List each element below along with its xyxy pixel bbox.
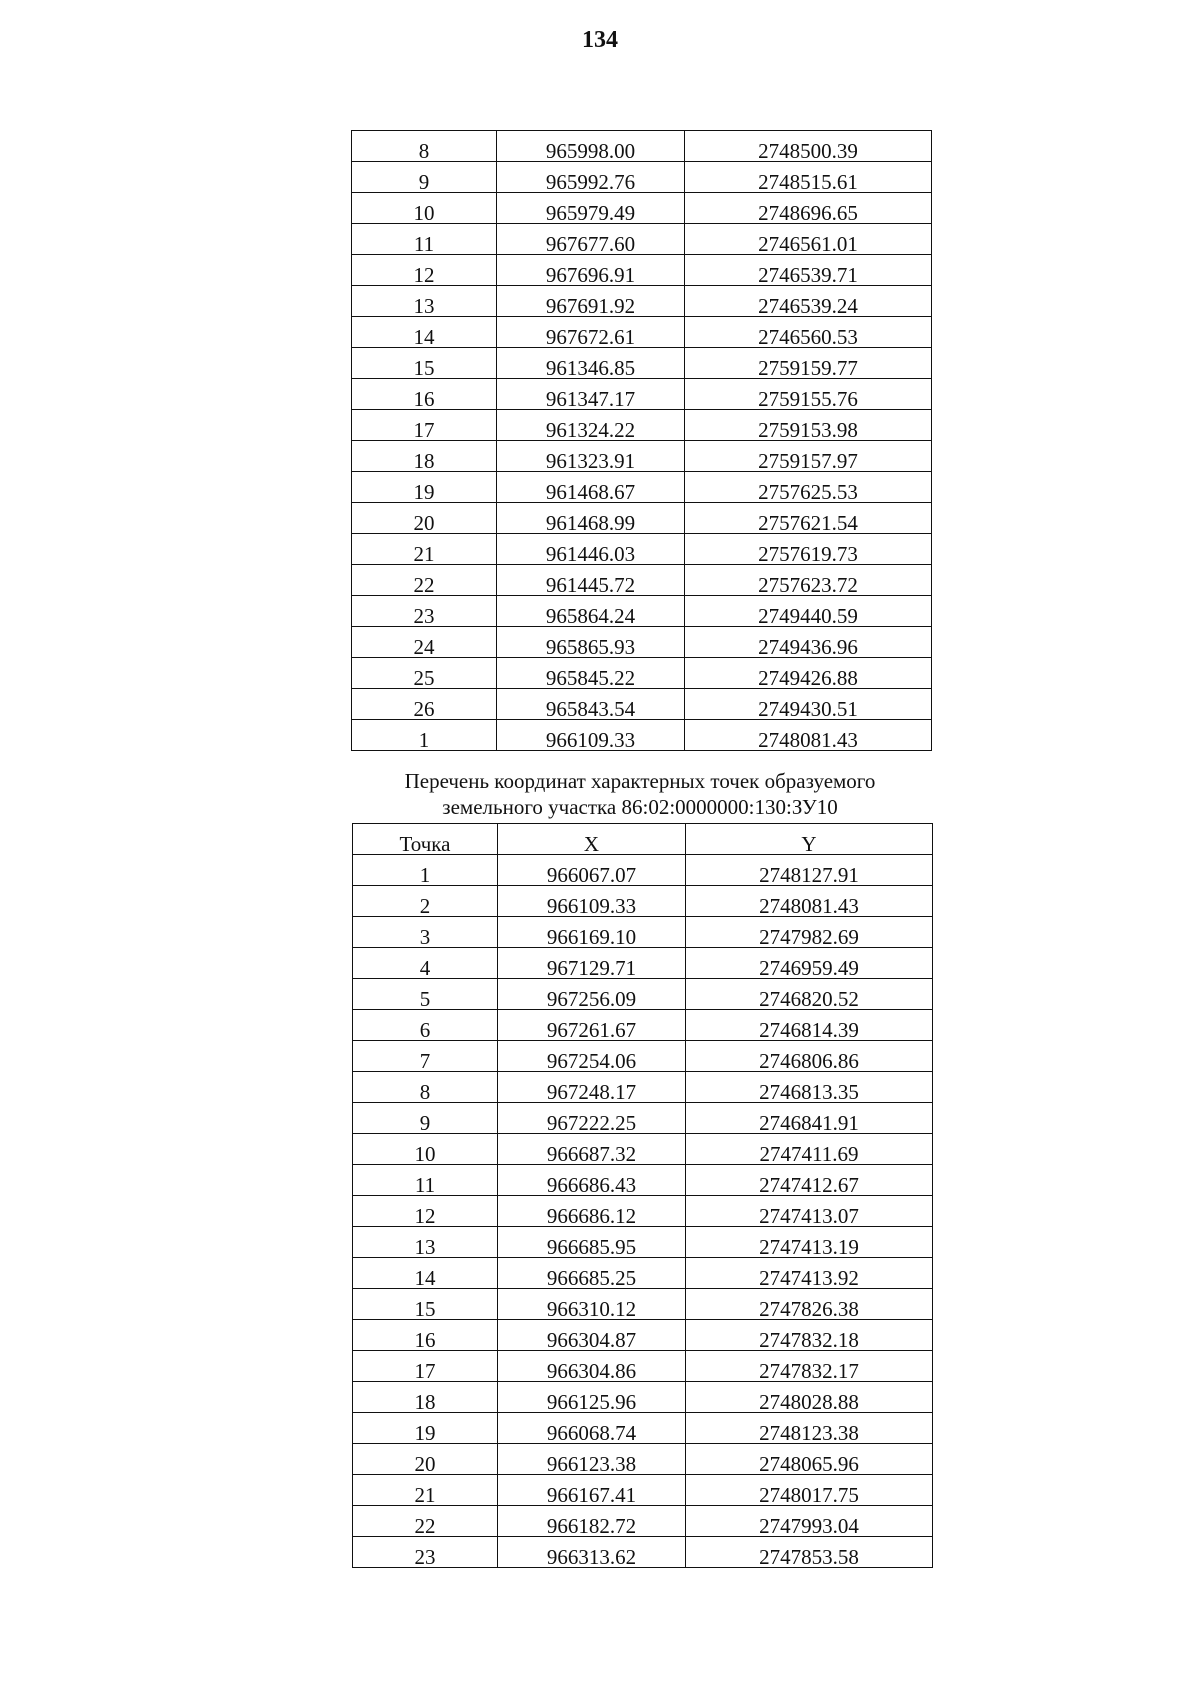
x-cell: 961346.85 xyxy=(497,348,685,379)
point-cell: 24 xyxy=(352,627,497,658)
table-row xyxy=(352,472,932,503)
y-cell: 2746539.71 xyxy=(685,255,932,286)
y-cell: 2757623.72 xyxy=(685,565,932,596)
x-cell: 966685.25 xyxy=(498,1258,686,1289)
point-cell: 26 xyxy=(352,689,497,720)
x-cell: 966169.10 xyxy=(498,917,686,948)
table-row xyxy=(352,255,932,286)
point-cell: 14 xyxy=(352,317,497,348)
table-row xyxy=(352,317,932,348)
x-cell: 966687.32 xyxy=(498,1134,686,1165)
point-cell: 25 xyxy=(352,658,497,689)
y-cell: 2747982.69 xyxy=(686,917,933,948)
y-cell: 2748017.75 xyxy=(686,1475,933,1506)
table-row xyxy=(353,1103,933,1134)
table-row xyxy=(352,286,932,317)
point-cell: 9 xyxy=(353,1103,498,1134)
point-cell: 5 xyxy=(353,979,498,1010)
y-cell: 2748081.43 xyxy=(686,886,933,917)
x-cell: 967677.60 xyxy=(497,224,685,255)
point-cell: 17 xyxy=(353,1351,498,1382)
x-cell: 966109.33 xyxy=(497,720,685,751)
table-row xyxy=(352,627,932,658)
table-row xyxy=(352,131,932,162)
table-row xyxy=(353,1289,933,1320)
y-cell: 2757625.53 xyxy=(685,472,932,503)
y-cell: 2746806.86 xyxy=(686,1041,933,1072)
y-cell: 2746841.91 xyxy=(686,1103,933,1134)
x-cell: 967256.09 xyxy=(498,979,686,1010)
point-cell: 7 xyxy=(353,1041,498,1072)
point-cell: 9 xyxy=(352,162,497,193)
point-cell: 12 xyxy=(352,255,497,286)
point-cell: 19 xyxy=(353,1413,498,1444)
x-cell: 966125.96 xyxy=(498,1382,686,1413)
x-cell: 966310.12 xyxy=(498,1289,686,1320)
table-row xyxy=(353,1010,933,1041)
table-row xyxy=(353,1351,933,1382)
x-cell: 966067.07 xyxy=(498,855,686,886)
table-row xyxy=(353,1537,933,1568)
table-row xyxy=(353,1444,933,1475)
y-cell: 2747853.58 xyxy=(686,1537,933,1568)
y-cell: 2746814.39 xyxy=(686,1010,933,1041)
table-row xyxy=(352,565,932,596)
x-cell: 967129.71 xyxy=(498,948,686,979)
y-cell: 2747412.67 xyxy=(686,1165,933,1196)
point-cell: 10 xyxy=(352,193,497,224)
y-cell: 2748500.39 xyxy=(685,131,932,162)
x-cell: 961324.22 xyxy=(497,410,685,441)
coordinates-table-body xyxy=(353,855,933,1568)
point-cell: 14 xyxy=(353,1258,498,1289)
point-cell: 15 xyxy=(353,1289,498,1320)
point-cell: 8 xyxy=(352,131,497,162)
y-cell: 2746813.35 xyxy=(686,1072,933,1103)
y-cell: 2748127.91 xyxy=(686,855,933,886)
point-cell: 4 xyxy=(353,948,498,979)
table-row xyxy=(353,917,933,948)
point-cell: 20 xyxy=(353,1444,498,1475)
y-cell: 2747832.18 xyxy=(686,1320,933,1351)
point-cell: 3 xyxy=(353,917,498,948)
header-point: Точка xyxy=(353,824,498,855)
page-number: 134 xyxy=(582,27,618,53)
table-row xyxy=(352,534,932,565)
table-row xyxy=(352,193,932,224)
table-row xyxy=(352,162,932,193)
x-cell: 966304.86 xyxy=(498,1351,686,1382)
table-row xyxy=(353,979,933,1010)
x-cell: 965843.54 xyxy=(497,689,685,720)
y-cell: 2759153.98 xyxy=(685,410,932,441)
table-row xyxy=(353,1134,933,1165)
y-cell: 2749436.96 xyxy=(685,627,932,658)
header-x: X xyxy=(498,824,686,855)
point-cell: 22 xyxy=(352,565,497,596)
header-y: Y xyxy=(686,824,933,855)
y-cell: 2749430.51 xyxy=(685,689,932,720)
point-cell: 13 xyxy=(353,1227,498,1258)
x-cell: 966182.72 xyxy=(498,1506,686,1537)
x-cell: 966167.41 xyxy=(498,1475,686,1506)
x-cell: 967261.67 xyxy=(498,1010,686,1041)
point-cell: 18 xyxy=(353,1382,498,1413)
x-cell: 967222.25 xyxy=(498,1103,686,1134)
point-cell: 16 xyxy=(353,1320,498,1351)
x-cell: 966068.74 xyxy=(498,1413,686,1444)
table-row xyxy=(353,1320,933,1351)
x-cell: 961323.91 xyxy=(497,441,685,472)
x-cell: 965979.49 xyxy=(497,193,685,224)
x-cell: 965865.93 xyxy=(497,627,685,658)
y-cell: 2747993.04 xyxy=(686,1506,933,1537)
point-cell: 6 xyxy=(353,1010,498,1041)
y-cell: 2759159.77 xyxy=(685,348,932,379)
point-cell: 20 xyxy=(352,503,497,534)
y-cell: 2748515.61 xyxy=(685,162,932,193)
x-cell: 966304.87 xyxy=(498,1320,686,1351)
table-row xyxy=(352,689,932,720)
x-cell: 961468.99 xyxy=(497,503,685,534)
y-cell: 2759157.97 xyxy=(685,441,932,472)
point-cell: 21 xyxy=(353,1475,498,1506)
y-cell: 2746560.53 xyxy=(685,317,932,348)
table-row xyxy=(352,379,932,410)
point-cell: 19 xyxy=(352,472,497,503)
y-cell: 2747413.92 xyxy=(686,1258,933,1289)
table-row xyxy=(352,503,932,534)
y-cell: 2746959.49 xyxy=(686,948,933,979)
table-row xyxy=(352,348,932,379)
point-cell: 1 xyxy=(352,720,497,751)
y-cell: 2749426.88 xyxy=(685,658,932,689)
y-cell: 2748065.96 xyxy=(686,1444,933,1475)
table-row xyxy=(353,1041,933,1072)
table-row xyxy=(352,596,932,627)
point-cell: 8 xyxy=(353,1072,498,1103)
point-cell: 2 xyxy=(353,886,498,917)
y-cell: 2747826.38 xyxy=(686,1289,933,1320)
table-row xyxy=(353,1475,933,1506)
point-cell: 12 xyxy=(353,1196,498,1227)
x-cell: 967672.61 xyxy=(497,317,685,348)
point-cell: 23 xyxy=(352,596,497,627)
y-cell: 2748028.88 xyxy=(686,1382,933,1413)
table-row xyxy=(353,948,933,979)
table-row xyxy=(353,886,933,917)
point-cell: 16 xyxy=(352,379,497,410)
y-cell: 2749440.59 xyxy=(685,596,932,627)
y-cell: 2747413.07 xyxy=(686,1196,933,1227)
table-row xyxy=(352,441,932,472)
table-caption-line-2: земельного участка 86:02:0000000:130:ЗУ10 xyxy=(442,795,838,819)
table-row xyxy=(353,1258,933,1289)
table-row xyxy=(353,1072,933,1103)
point-cell: 10 xyxy=(353,1134,498,1165)
table-row xyxy=(353,1165,933,1196)
point-cell: 22 xyxy=(353,1506,498,1537)
point-cell: 17 xyxy=(352,410,497,441)
table-header-row xyxy=(353,824,933,855)
x-cell: 966313.62 xyxy=(498,1537,686,1568)
coordinates-table-body xyxy=(352,131,932,751)
y-cell: 2748123.38 xyxy=(686,1413,933,1444)
y-cell: 2759155.76 xyxy=(685,379,932,410)
point-cell: 13 xyxy=(352,286,497,317)
x-cell: 961468.67 xyxy=(497,472,685,503)
y-cell: 2747413.19 xyxy=(686,1227,933,1258)
y-cell: 2746820.52 xyxy=(686,979,933,1010)
x-cell: 961347.17 xyxy=(497,379,685,410)
table-row xyxy=(353,1227,933,1258)
point-cell: 11 xyxy=(353,1165,498,1196)
x-cell: 965992.76 xyxy=(497,162,685,193)
table-row xyxy=(352,720,932,751)
table-row xyxy=(352,658,932,689)
x-cell: 961445.72 xyxy=(497,565,685,596)
point-cell: 11 xyxy=(352,224,497,255)
table-row xyxy=(353,855,933,886)
point-cell: 21 xyxy=(352,534,497,565)
x-cell: 967696.91 xyxy=(497,255,685,286)
x-cell: 966686.12 xyxy=(498,1196,686,1227)
point-cell: 23 xyxy=(353,1537,498,1568)
x-cell: 966123.38 xyxy=(498,1444,686,1475)
coordinates-table-zu10 xyxy=(352,823,933,1568)
coordinates-table-continued xyxy=(351,130,932,751)
x-cell: 967691.92 xyxy=(497,286,685,317)
point-cell: 15 xyxy=(352,348,497,379)
table-row xyxy=(352,410,932,441)
table-row xyxy=(353,1382,933,1413)
y-cell: 2757619.73 xyxy=(685,534,932,565)
x-cell: 967248.17 xyxy=(498,1072,686,1103)
x-cell: 965864.24 xyxy=(497,596,685,627)
table-row xyxy=(353,1413,933,1444)
y-cell: 2747411.69 xyxy=(686,1134,933,1165)
x-cell: 965998.00 xyxy=(497,131,685,162)
x-cell: 967254.06 xyxy=(498,1041,686,1072)
x-cell: 966109.33 xyxy=(498,886,686,917)
y-cell: 2746561.01 xyxy=(685,224,932,255)
y-cell: 2757621.54 xyxy=(685,503,932,534)
table-row xyxy=(352,224,932,255)
x-cell: 961446.03 xyxy=(497,534,685,565)
x-cell: 965845.22 xyxy=(497,658,685,689)
y-cell: 2747832.17 xyxy=(686,1351,933,1382)
point-cell: 1 xyxy=(353,855,498,886)
x-cell: 966686.43 xyxy=(498,1165,686,1196)
table-row xyxy=(353,1506,933,1537)
point-cell: 18 xyxy=(352,441,497,472)
y-cell: 2746539.24 xyxy=(685,286,932,317)
y-cell: 2748081.43 xyxy=(685,720,932,751)
table-caption-line-1: Перечень координат характерных точек образуемого xyxy=(404,769,876,793)
x-cell: 966685.95 xyxy=(498,1227,686,1258)
y-cell: 2748696.65 xyxy=(685,193,932,224)
table-row xyxy=(353,1196,933,1227)
